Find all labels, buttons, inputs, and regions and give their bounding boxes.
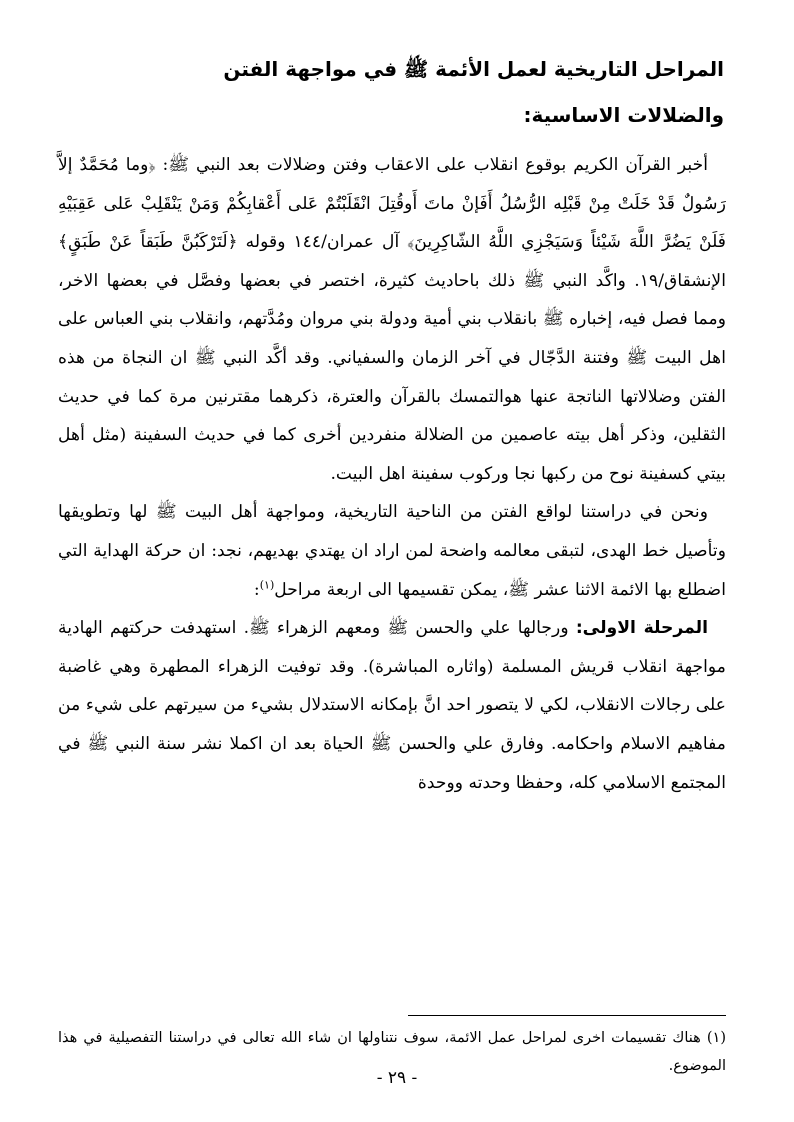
body-text	[58, 146, 726, 802]
paragraph-3	[58, 609, 726, 802]
paragraph-1-rest: الإنشقاق/١٩. واكَّد النبي ﷺ ذلك باحاديث كثيرة، اختصر في بعضها وفصَّل في بعضها الاخر، ومما فصل فيه، إخباره ﷺ بانقلاب بني أمية ودولة بني مروان ومُدَّتهم، وانقلاب بني العباس على اهل البيت ﷺ وفتنة الدَّجّال في آخر الزمان والسفياني. وقد أكَّد النبي ﷺ ان النجاة من هذه الفتن وضلالاتها الناتجة عنها هوالتمسك بالقرآن والعترة، ذكرهما مقترنين مرة كما في حديث الثقلين، وذكر أهل بيته عاصمين من الضلالة منفردين أخرى كما في حديث السفينة (مثل أهل بيتي كسفينة نوح من ركبها نجا وركوب سفينة اهل البيت.	[58, 270, 726, 484]
section-heading: المراحل التاريخية لعمل الأئمة ﷺ في مواجهة الفتن	[223, 57, 724, 81]
paragraph-2-text: ونحن في دراستنا لواقع الفتن من الناحية التاريخية، ومواجهة أهل البيت ﷺ لها وتطويقها وتأصيل خط الهدى، لتبقى معالمه واضحة لمن اراد ان يهتدي بهديهم، نجد: ان حركة الهداية التي اضطلع بها الائمة الاثنا عشر ﷺ، يمكن تقسيمها الى اربعة مراحل	[58, 502, 726, 600]
footnote-divider	[408, 1015, 726, 1016]
verse-reference: آل عمران/١٤٤ وقوله	[237, 232, 408, 253]
paragraph-2-end: :	[253, 579, 260, 600]
quran-verse-1: ﴿وما مُحَمَّدٌ إلاَّ رَسُولٌ قَدْ خَلَتْ مِنْ قَبْلِه الرُّسُلُ أَفَإنْ ماتَ أَوقُتِلَ انْقَلَبْتُمْ عَلى أَعْقابِكُمْ وَمَنْ يَنْقَلِبْ عَلى عَقِبَيْهِ فَلَنْ يَضُرَّ اللَّهَ شَيْئاً وَسَيَجْزِي اللَّهُ الشّاكِرِينَ﴾	[58, 155, 726, 253]
paragraph-1	[58, 146, 726, 493]
quran-verse-2: ﴿لَتَرْكَبُنَّ طَبَقاً عَنْ طَبَقٍ﴾	[58, 232, 238, 253]
paragraph-2	[58, 493, 726, 609]
paragraph-3-text: ورجالها علي والحسن ﷺ ومعهم الزهراء ﷺ. استهدفت حركتهم الهادية مواجهة انقلاب قريش المسلمة (واثاره المباشرة). وقد توفيت الزهراء المطهرة وهي غاضبة على رجالات الانقلاب، لكي لا يتصور احد انَّ بإمكانه الاستدلال بشيء من سيرتهم على شيء من مفاهيم الاسلام واحكامه. وفارق علي والحسن ﷺ الحياة بعد ان اكملا نشر سنة النبي ﷺ في المجتمع الاسلامي كله، وحفظا وحدته ووحدة	[58, 618, 726, 793]
paragraph-1-intro: أخبر القرآن الكريم بوقوع انقلاب على الاعقاب وفتن وضلالات بعد النبي ﷺ:	[162, 155, 708, 175]
stage-one-label: المرحلة الاولى:	[575, 618, 708, 639]
footnote: (١) هناك تقسيمات اخرى لمراحل عمل الائمة، سوف نتناولها ان شاء الله تعالى في دراستنا التفصيلية في هذا الموضوع.	[58, 1030, 726, 1074]
section-subheading: والضلالات الاساسية:	[523, 103, 724, 127]
page-number: - ٢٩ -	[376, 1068, 418, 1088]
footnote-marker: (١)	[259, 577, 275, 591]
